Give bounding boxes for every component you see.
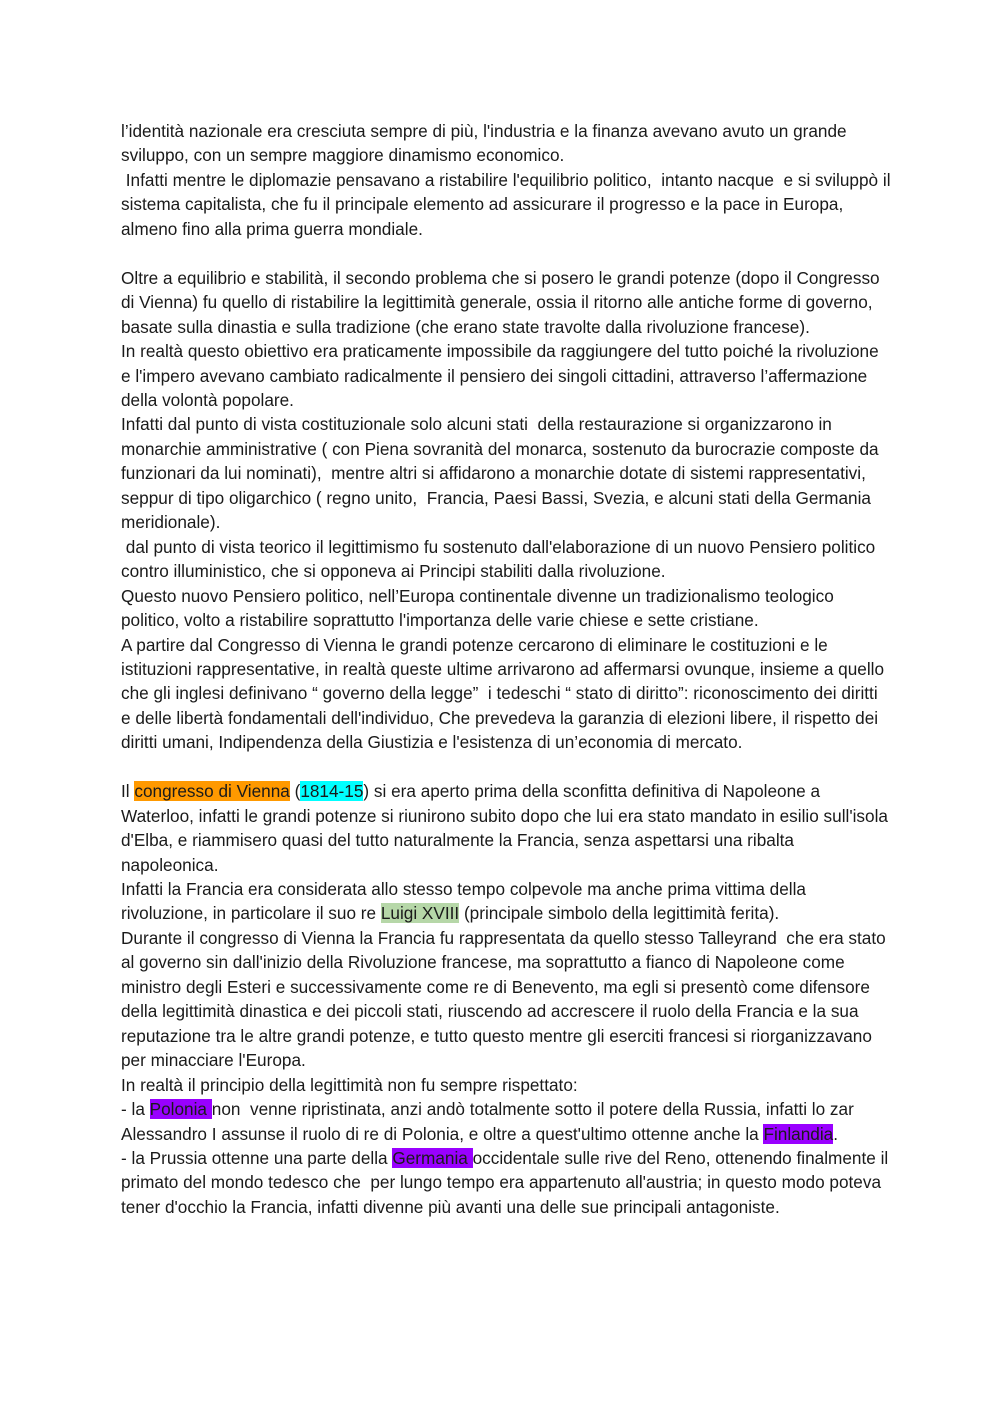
highlight-polonia: Polonia bbox=[149, 1099, 212, 1120]
text-run: (principale simbolo della legittimità ferita). bbox=[459, 903, 780, 924]
paragraph: Durante il congresso di Vienna la Francia fu rappresentata da quello stesso Talleyrand che era stato al governo sin dall'inizio della Rivoluzione francese, ma soprattutto a fianco di Napoleone come ministro degli Esteri e successivamente come re di Benevento, ma egli si presentò come difensore della legittimità dinastica e dei piccoli stati, riuscendo ad accrescere il ruolo della Francia e la sua reputazione tra le altre grandi potenze, e tutto questo mentre gli eserciti francesi si riorganizzavano per minacciare l'Europa. bbox=[121, 927, 891, 1071]
text-run: Il bbox=[121, 781, 135, 802]
paragraph-congress bbox=[121, 779, 891, 877]
text-run: - la bbox=[121, 1099, 150, 1120]
blank-line bbox=[121, 241, 891, 265]
text-run: - la Prussia ottenne una parte della bbox=[121, 1148, 393, 1168]
list-item-prussia bbox=[121, 1146, 898, 1219]
paragraph: A partire dal Congresso di Vienna le grandi potenze cercarono di eliminare le costituzioni e le istituzioni rappresentative, in realtà queste ultime arrivarono ad affermarsi ovunque, insieme a quello che gli inglesi definivano “ governo della legge” i tedeschi “ stato di diritto”: riconoscimento dei diritti e delle libertà fondamentali dell'individuo, Che prevedeva la garanzia di elezioni libere, il rispetto dei diritti umani, Indipendenza della Giustizia e l'esistenza di un’economia di mercato. bbox=[121, 634, 889, 753]
highlight-germania: Germania bbox=[392, 1148, 473, 1168]
paragraph: In realtà questo obiettivo era praticamente impossibile da raggiungere del tutto poiché la rivoluzione e l'impero avevano cambiato radicalmente il pensiero dei singoli cittadini, attraverso l’affermazione della volontà popolare. bbox=[121, 341, 884, 410]
paragraph-luigi bbox=[121, 877, 891, 926]
highlight-congress-vienna: congresso di Vienna bbox=[134, 781, 290, 802]
paragraph: Questo nuovo Pensiero politico, nell’Europa continentale divenne un tradizionalismo teologico politico, volto a ristabilire soprattutto l'importanza delle varie chiese e sette cristiane. bbox=[121, 585, 839, 631]
document-page bbox=[121, 119, 898, 1219]
highlight-years: 1814-15 bbox=[300, 781, 364, 802]
paragraph: Oltre a equilibrio e stabilità, il secondo problema che si posero le grandi potenze (dopo il Congresso di Vienna) fu quello di ristabilire la legittimità generale, ossia il ritorno alle antiche forme di governo, basate sulla dinastia e sulla tradizione (che erano state travolte dalla rivoluzione francese). bbox=[121, 267, 885, 337]
highlight-finlandia: Finlandia bbox=[763, 1123, 834, 1144]
blank-line bbox=[121, 755, 891, 779]
list-item-polonia bbox=[121, 1097, 891, 1146]
paragraph: Infatti mentre le diplomazie pensavano a ristabilire l'equilibrio politico, intanto nacque e si sviluppò il sistema capitalista, che fu il principale elemento ad assicurare il progresso e la pace in Europa, almeno fino alla prima guerra mondiale. bbox=[121, 169, 896, 239]
text-run: Infatti la Francia era considerata allo stesso tempo colpevole ma anche prima vittima della rivoluzione, in particolare il suo re bbox=[121, 879, 811, 924]
paragraph: In realtà il principio della legittimità non fu sempre rispettato: bbox=[121, 1074, 578, 1095]
text-run: ( bbox=[289, 781, 301, 802]
text-run: . bbox=[833, 1123, 838, 1144]
text-run: ) si era aperto prima della sconfitta definitiva di Napoleone a Waterloo, infatti le grandi potenze si riunirono subito dopo che lui era stato mandato in esilio sull'isola d'Elba, e riammisero quasi del tutto naturalmente la Francia, senza aspettarsi una ribalta napoleonica. bbox=[121, 781, 893, 875]
highlight-luigi: Luigi XVIII bbox=[380, 903, 460, 924]
paragraph: dal punto di vista teorico il legittimismo fu sostenuto dall'elaborazione di un nuovo Pensiero politico contro illuministico, che si opponeva ai Principi stabiliti dalla rivoluzione. bbox=[121, 536, 881, 582]
paragraph: Infatti dal punto di vista costituzionale solo alcuni stati della restaurazione si organizzarono in monarchie amministrative ( con Piena sovranità del monarca, sostenuto da burocrazie composte da funzionari da lui nominati), mentre altri si affidarono a monarchie dotate di sistemi rappresentativi, seppur di tipo oligarchico ( regno unito, Francia, Paesi Bassi, Svezia, e alcuni stati della Germania meridionale). bbox=[121, 414, 884, 533]
paragraph: l’identità nazionale era cresciuta sempre di più, l'industria e la finanza avevano avuto un grande sviluppo, con un sempre maggiore dinamismo economico. bbox=[121, 121, 852, 166]
text-run: occidentale sulle rive del Reno, ottenendo finalmente il primato del mondo tedesco che per lungo tempo era appartenuto all'austria; in questo modo poteva tener d'occhio la Francia, infatti divenne più avanti una delle sue principali antagoniste. bbox=[121, 1148, 898, 1217]
text-run: non venne ripristinata, anzi andò totalmente sotto il potere della Russia, infatti lo zar Alessandro I assunse il ruolo di re di Polonia, e oltre a quest'ultimo ottenne anche la bbox=[121, 1099, 858, 1144]
